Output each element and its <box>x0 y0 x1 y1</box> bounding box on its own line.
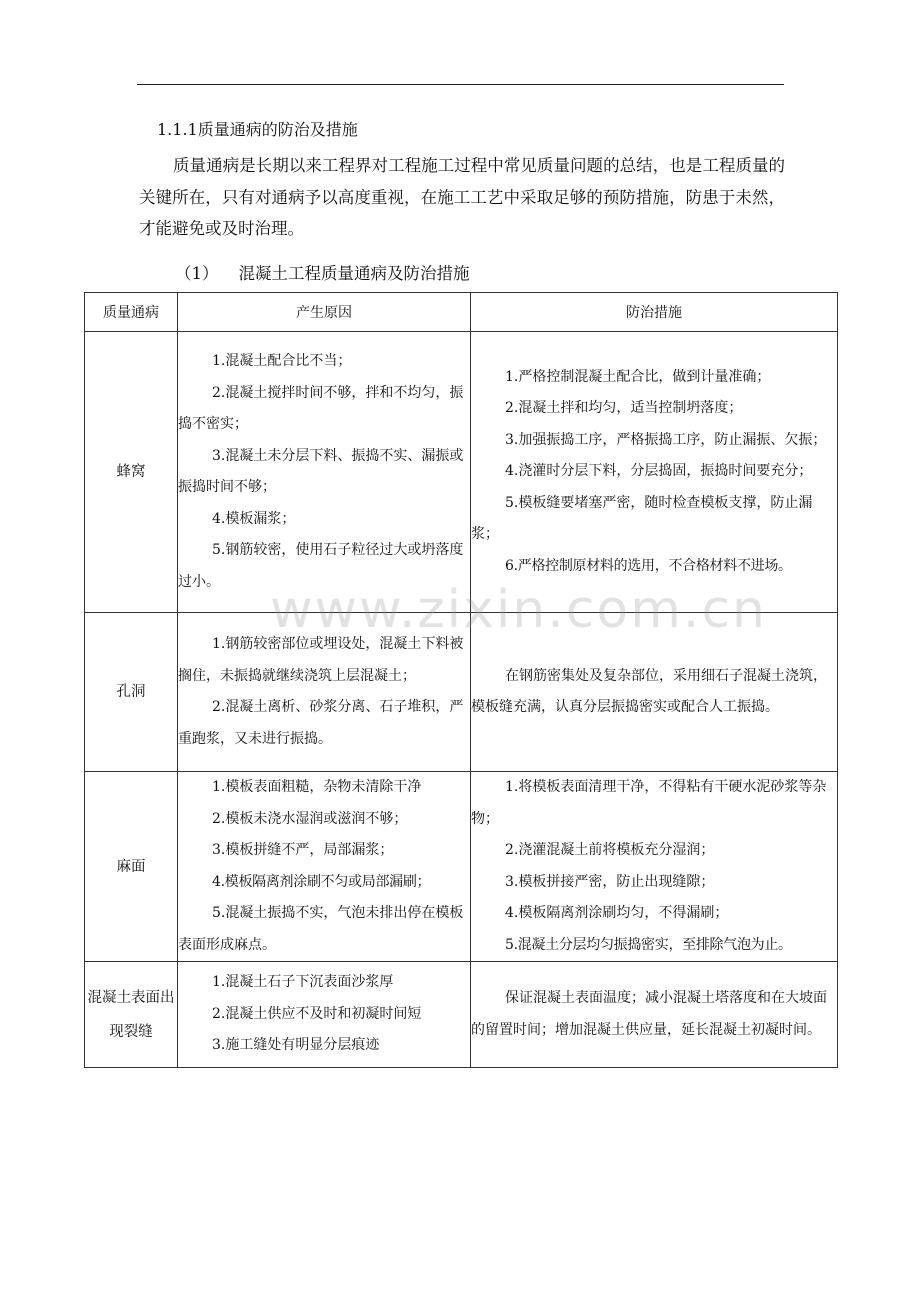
intro-paragraph: 质量通病是长期以来工程界对工程施工过程中常见质量问题的总结，也是工程质量的关键所在，只有对通病予以高度重视，在施工工艺中采取足够的预防措施，防患于未然，才能避免或及时治理。 <box>139 156 785 238</box>
defect-name: 麻面 <box>85 772 178 962</box>
table-row <box>85 772 838 962</box>
header-cause: 产生原因 <box>178 293 471 332</box>
cause-item: 5.混凝土振捣不实，气泡未排出停在模板表面形成麻点。 <box>178 905 464 953</box>
cause-item: 2.混凝土离析、砂浆分离、石子堆积，严重跑浆，又未进行振捣。 <box>178 699 464 747</box>
cause-item: 1.混凝土配合比不当； <box>212 353 352 369</box>
table-caption <box>175 262 470 286</box>
measure-item: 4.浇灌时分层下料，分层捣固，振捣时间要充分； <box>505 463 813 480</box>
table-header-row <box>85 293 838 332</box>
defects-table <box>84 292 838 1068</box>
cause-item: 3.混凝土未分层下料、振捣不实、漏振或振捣时间不够； <box>178 447 464 495</box>
measure-item: 在钢筋密集处及复杂部位，采用细石子混凝土浇筑，模板缝充满，认真分层振捣密实或配合人工振捣。 <box>471 667 827 715</box>
table-caption-number: （1） <box>175 264 219 283</box>
measure-item: 5.混凝土分层均匀振捣密实，至排除气泡为止。 <box>505 936 792 953</box>
measure-cell <box>471 332 838 613</box>
cause-cell <box>178 332 471 613</box>
measure-cell <box>471 613 838 772</box>
measure-item: 1.将模板表面清理干净，不得粘有干硬水泥砂浆等杂物； <box>471 779 827 827</box>
defect-name: 孔洞 <box>85 613 178 772</box>
cause-item: 4.模板隔离剂涂刷不匀或局部漏刷； <box>212 873 431 890</box>
cause-item: 1.混凝土石子下沉表面沙浆厚 <box>212 974 394 991</box>
watermark: www.zixin.com.cn <box>270 580 767 640</box>
cause-cell <box>178 772 471 962</box>
cause-item: 4.模板漏浆； <box>212 510 296 527</box>
cause-item: 1.模板表面粗糙，杂物未清除干净 <box>212 779 422 795</box>
table-row <box>85 332 838 613</box>
cause-cell <box>178 962 471 1068</box>
header-defect: 质量通病 <box>85 293 178 332</box>
cause-item: 2.混凝土供应不及时和初凝时间短 <box>212 1005 422 1022</box>
header-measure: 防治措施 <box>471 293 838 332</box>
measure-cell <box>471 962 838 1068</box>
defect-name: 混凝土表面出现裂缝 <box>85 962 178 1068</box>
cause-item: 1.钢筋较密部位或埋设处，混凝土下料被搁住，未振捣就继续浇筑上层混凝土； <box>178 636 464 684</box>
section-heading: 1.1.1质量通病的防治及措施 <box>157 120 358 139</box>
measure-item: 2.混凝土拌和均匀，适当控制坍落度； <box>505 400 743 417</box>
defect-name: 蜂窝 <box>85 332 178 613</box>
cause-item: 5.钢筋较密，使用石子粒径过大或坍落度过小。 <box>178 542 464 590</box>
cause-item: 3.模板拼缝不严，局部漏浆； <box>212 842 394 858</box>
table-caption-title: 混凝土工程质量通病及防治措施 <box>238 264 470 283</box>
measure-item: 5.模板缝要堵塞严密，随时检查模板支撑，防止漏浆； <box>471 494 813 543</box>
measure-item: 4.模板隔离剂涂刷均匀，不得漏刷； <box>505 905 729 921</box>
measure-item: 2.浇灌混凝土前将模板充分湿润； <box>505 842 715 858</box>
measure-item: 保证混凝土表面温度；减小混凝土塔落度和在大坡面的留置时间；增加混凝土供应量，延长混凝土初凝时间。 <box>471 990 827 1038</box>
measure-item: 6.严格控制原材料的选用，不合格材料不进场。 <box>505 557 792 574</box>
measure-item: 3.加强振捣工序，严格振捣工序，防止漏振、欠振； <box>505 431 827 448</box>
header-rule <box>137 84 784 85</box>
table-row <box>85 962 838 1068</box>
measure-cell <box>471 772 838 962</box>
measure-item: 1.严格控制混凝土配合比，做到计量准确； <box>505 368 771 385</box>
cause-item: 2.模板未浇水湿润或滋润不够； <box>212 810 408 827</box>
cause-item: 2.混凝土搅拌时间不够，拌和不均匀，振捣不密实； <box>178 384 464 432</box>
cause-cell <box>178 613 471 772</box>
table-row <box>85 613 838 772</box>
measure-item: 3.模板拼接严密，防止出现缝隙； <box>505 873 715 890</box>
cause-item: 3.施工缝处有明显分层痕迹 <box>212 1037 380 1054</box>
